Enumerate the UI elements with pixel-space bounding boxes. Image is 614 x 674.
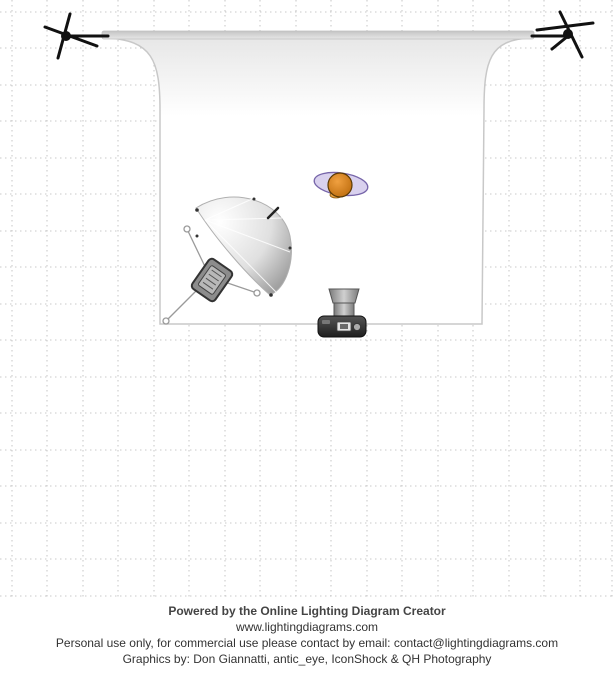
footer-website-link[interactable]: www.lightingdiagrams.com <box>235 620 379 634</box>
backdrop-stand-left[interactable] <box>45 14 108 58</box>
backdrop-stand-icon <box>532 12 593 57</box>
footer-title: Powered by the Online Lighting Diagram Creator <box>168 604 446 618</box>
footer-license-text: Personal use only, for commercial use please contact by email: contact@lightingdiagrams.com <box>55 636 559 650</box>
backdrop-stand-icon <box>45 14 108 58</box>
backdrop-stand-right[interactable] <box>532 12 593 57</box>
footer <box>0 603 614 667</box>
footer-credits-text: Graphics by: Don Giannatti, antic_eye, IconShock & QH Photography <box>122 652 492 666</box>
